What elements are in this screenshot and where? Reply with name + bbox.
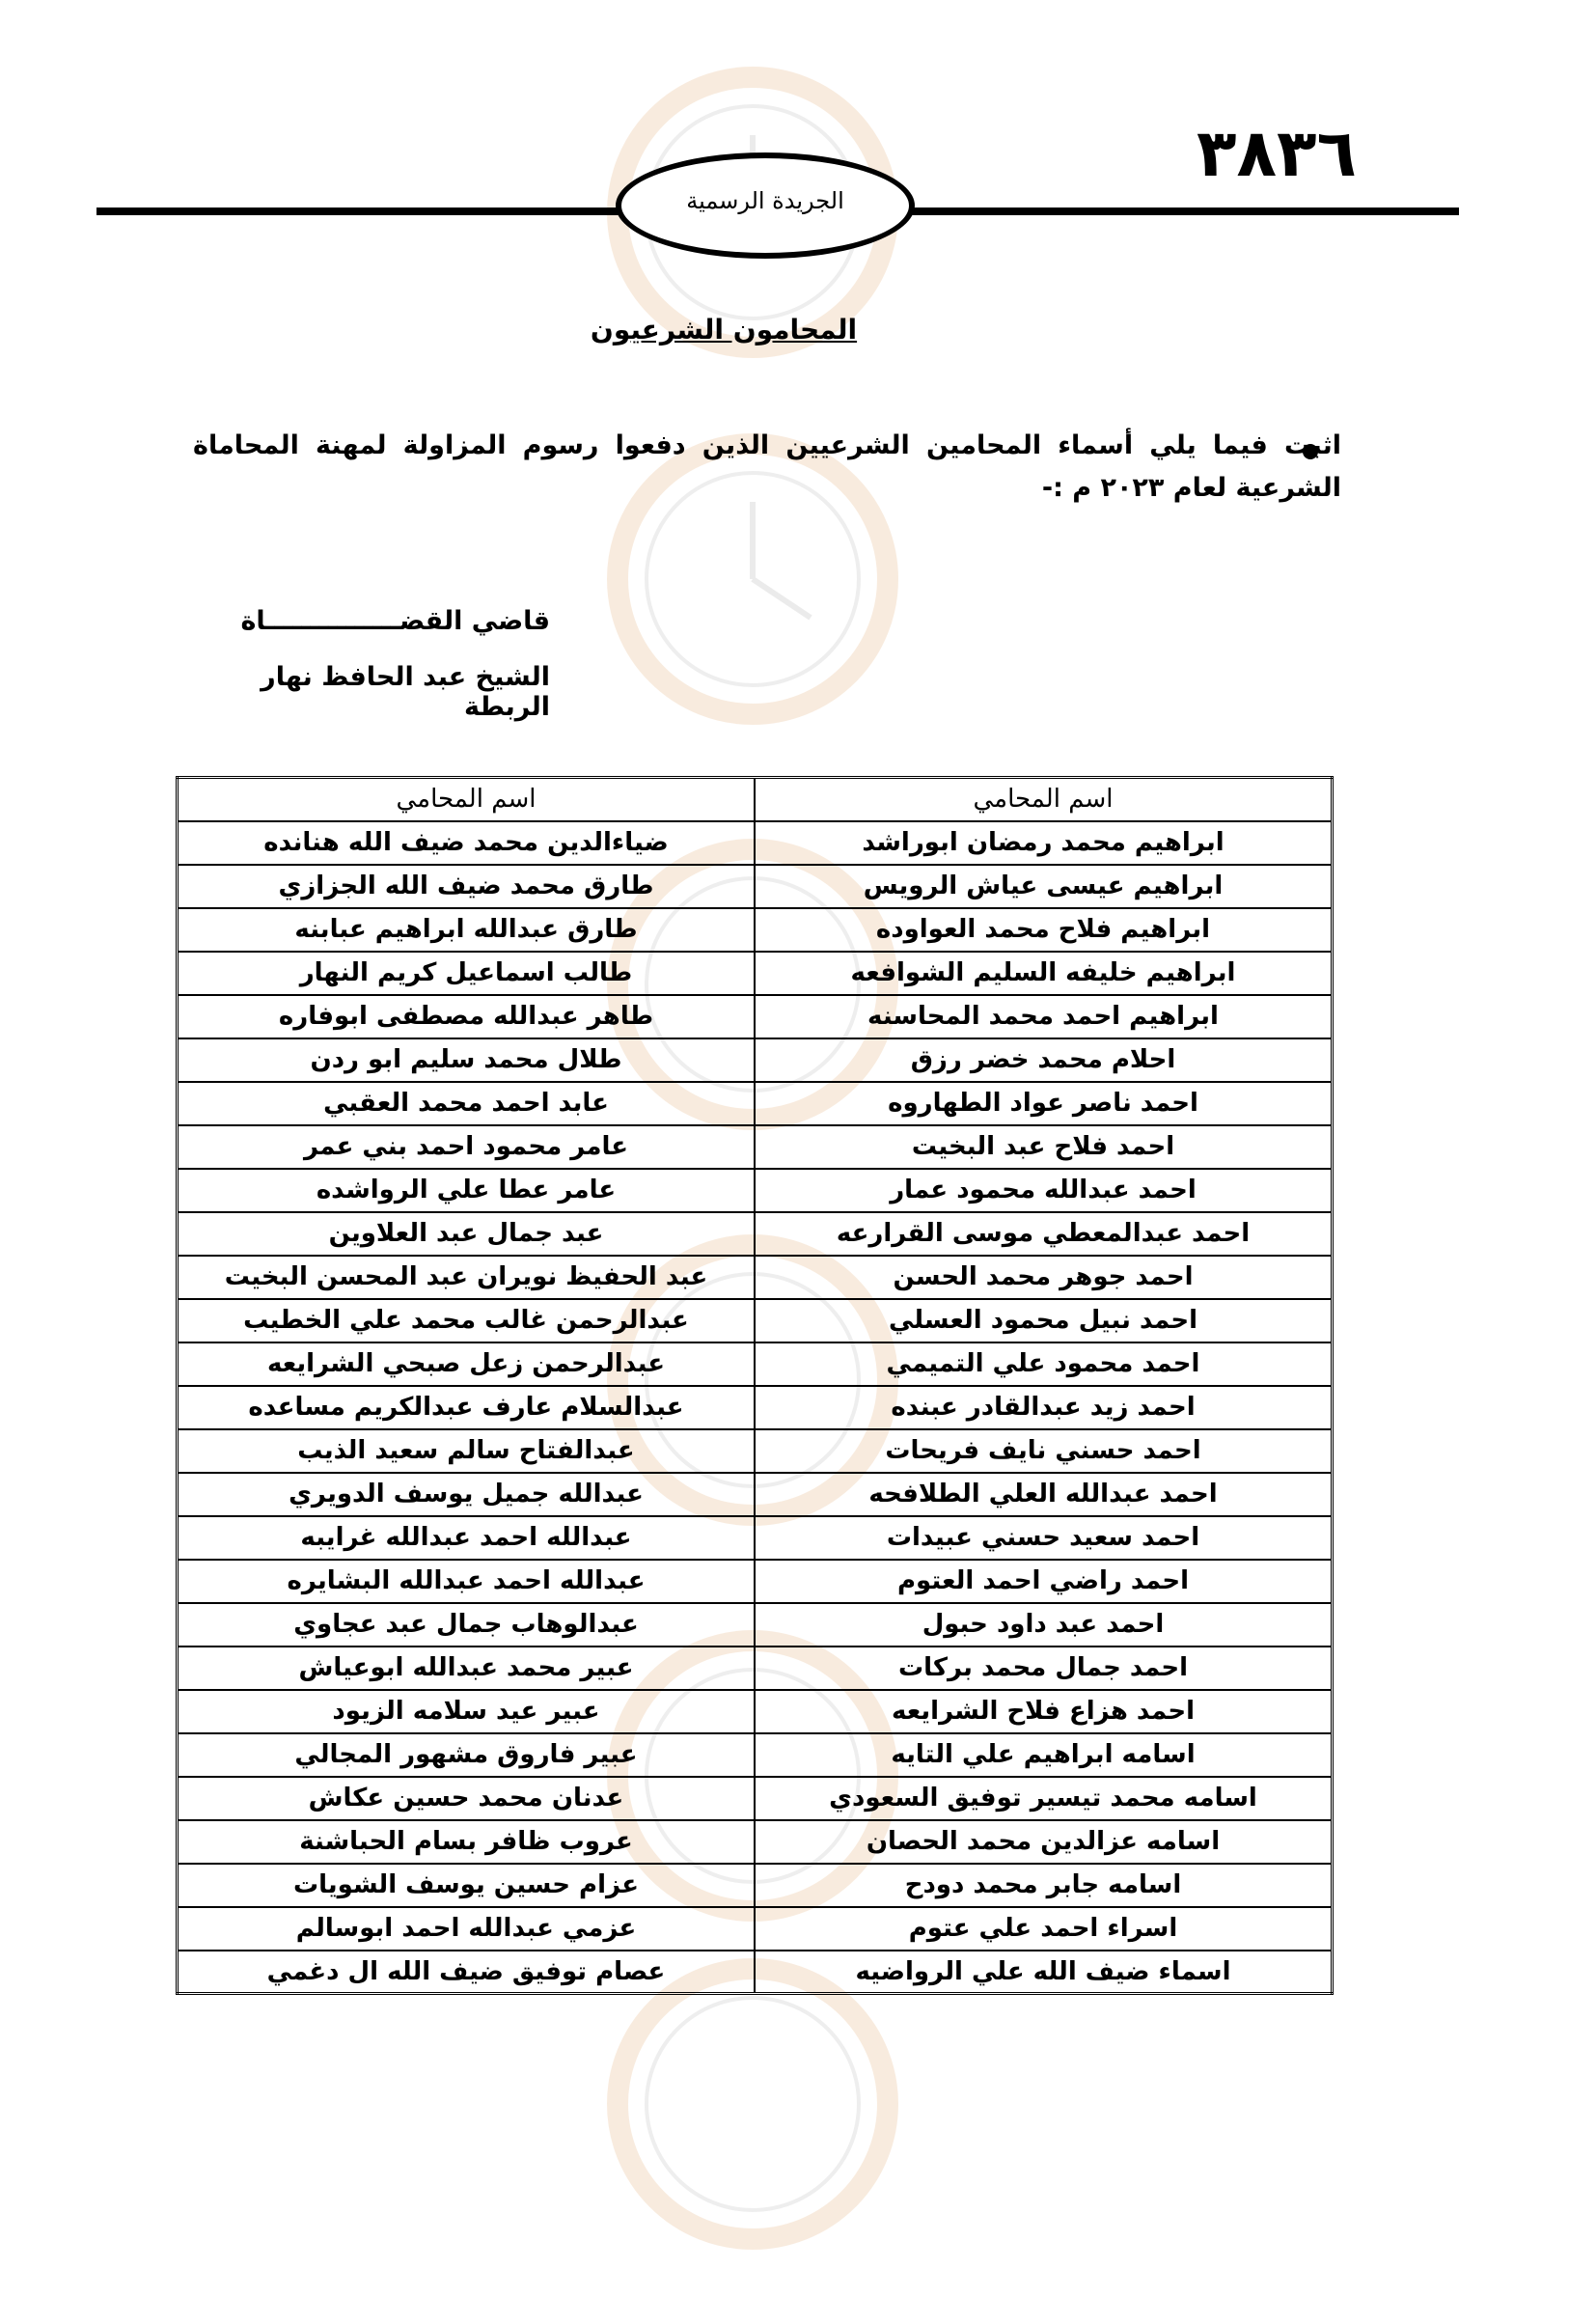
table-row [178, 1299, 1333, 1342]
lawyer-name-cell: عصام توفيق ضيف الله ال دغمي [178, 1951, 756, 1994]
table-row [178, 1864, 1333, 1907]
lawyer-name-cell: عابد احمد محمد العقبي [178, 1082, 756, 1125]
lawyer-name-cell: ضياءالدين محمد ضيف الله هنانده [178, 821, 756, 865]
lawyer-name-cell: احمد عبدالله العلي الطلافحه [755, 1473, 1333, 1516]
lawyer-name-cell: اسامه عزالدين محمد الحصان [755, 1820, 1333, 1864]
lawyer-name-cell: عامر عطا علي الرواشده [178, 1169, 756, 1212]
lawyer-name-cell: عامر محمود احمد بني عمر [178, 1125, 756, 1169]
table-row [178, 1951, 1333, 1994]
table-row [178, 1733, 1333, 1777]
table-row [178, 1647, 1333, 1690]
table-row [178, 1820, 1333, 1864]
table-row [178, 1125, 1333, 1169]
table-row [178, 1038, 1333, 1082]
table-row [178, 1256, 1333, 1299]
table-row [178, 1907, 1333, 1951]
lawyer-name-cell: عبدالوهاب جمال عبد عجاوي [178, 1603, 756, 1647]
lawyer-name-cell: احمد جوهر محمد الحسن [755, 1256, 1333, 1299]
lawyer-name-cell: احمد فلاح عبد البخيت [755, 1125, 1333, 1169]
table-row [178, 1082, 1333, 1125]
lawyer-name-cell: احمد عبدالله محمود عمار [755, 1169, 1333, 1212]
lawyer-name-cell: احمد جمال محمد بركات [755, 1647, 1333, 1690]
table-body [178, 821, 1333, 1994]
page-number: ٣٨٣٦ [1197, 116, 1358, 192]
column-header: اسم المحامي [755, 778, 1333, 821]
table-row [178, 1342, 1333, 1386]
table-row [178, 1429, 1333, 1473]
lawyer-name-cell: ابراهيم عيسى عياش الرويس [755, 865, 1333, 908]
table-row [178, 1690, 1333, 1733]
table-row [178, 1169, 1333, 1212]
lawyer-name-cell: اسامه ابراهيم علي التايه [755, 1733, 1333, 1777]
table-row [178, 908, 1333, 952]
lawyer-name-cell: عبدالرحمن زعل صبحي الشرايعه [178, 1342, 756, 1386]
lawyer-name-cell: عزمي عبدالله احمد ابوسالم [178, 1907, 756, 1951]
lawyer-name-cell: عبدالله جميل يوسف الدويري [178, 1473, 756, 1516]
table-row [178, 1386, 1333, 1429]
table-row [178, 865, 1333, 908]
table-row [178, 1560, 1333, 1603]
lawyer-name-cell: عبير فاروق مشهور المجالي [178, 1733, 756, 1777]
lawyer-name-cell: احمد زيد عبدالقادر عبنده [755, 1386, 1333, 1429]
lawyer-name-cell: احمد عبدالمعطي موسى القرارعه [755, 1212, 1333, 1256]
lawyer-name-cell: اسامه محمد تيسير توفيق السعودي [755, 1777, 1333, 1820]
lawyer-name-cell: عروب ظافر بسام الحباشنة [178, 1820, 756, 1864]
lawyer-name-cell: اسامه جابر محمد دودح [755, 1864, 1333, 1907]
column-header: اسم المحامي [178, 778, 756, 821]
lawyer-name-cell: عدنان محمد حسين عكاش [178, 1777, 756, 1820]
lawyer-name-cell: عبد الحفيظ نويران عبد المحسن البخيت [178, 1256, 756, 1299]
table-row [178, 952, 1333, 995]
lawyer-name-cell: ابراهيم خليفه السليم الشوافعه [755, 952, 1333, 995]
lawyer-name-cell: احلام محمد خضر رزق [755, 1038, 1333, 1082]
lawyer-name-cell: طالب اسماعيل كريم النهار [178, 952, 756, 995]
table-row [178, 1212, 1333, 1256]
lawyer-name-cell: احمد سعيد حسني عبيدات [755, 1516, 1333, 1560]
lawyer-name-cell: احمد حسني نايف فريحات [755, 1429, 1333, 1473]
lawyer-name-cell: عبد جمال عبد العلاوين [178, 1212, 756, 1256]
table-row [178, 1777, 1333, 1820]
table-row [178, 1603, 1333, 1647]
judge-name: الشيخ عبد الحافظ نهار الربطة [261, 662, 550, 722]
lawyer-name-cell: طاهر عبدالله مصطفى ابوفاره [178, 995, 756, 1038]
lawyers-table-wrapper [176, 776, 1334, 1995]
intro-paragraph: اثبت فيما يلي أسماء المحامين الشرعيين الذين دفعوا رسوم المزاولة لمهنة المحاماة الشرعية لعام ٢٠٢٣ م :- [193, 430, 1341, 503]
lawyer-name-cell: عبير محمد عبدالله ابوعياش [178, 1647, 756, 1690]
gazette-title: الجريدة الرسمية [686, 187, 844, 214]
lawyer-name-cell: احمد نبيل محمود العسلي [755, 1299, 1333, 1342]
table-row [178, 1473, 1333, 1516]
header-emblem [616, 152, 915, 259]
lawyer-name-cell: احمد راضي احمد العتوم [755, 1560, 1333, 1603]
lawyer-name-cell: اسراء احمد علي عتوم [755, 1907, 1333, 1951]
lawyer-name-cell: عبير عيد سلامه الزيود [178, 1690, 756, 1733]
lawyer-name-cell: اسماء ضيف الله علي الرواضيه [755, 1951, 1333, 1994]
lawyer-name-cell: ابراهيم احمد محمد المحاسنه [755, 995, 1333, 1038]
table-header-row [178, 778, 1333, 821]
judge-title: قاضي القضـــــــــــــــاة [240, 606, 550, 636]
lawyer-name-cell: احمد هزاع فلاح الشرايعه [755, 1690, 1333, 1733]
lawyer-name-cell: احمد عبد داود حبول [755, 1603, 1333, 1647]
lawyer-name-cell: عبدالله احمد عبدالله غرايبه [178, 1516, 756, 1560]
lawyer-name-cell: عبدالرحمن غالب محمد علي الخطيب [178, 1299, 756, 1342]
lawyer-name-cell: ابراهيم فلاح محمد العواوده [755, 908, 1333, 952]
lawyer-name-cell: طلال محمد سليم ابو ردن [178, 1038, 756, 1082]
table-row [178, 1516, 1333, 1560]
lawyer-name-cell: عزام حسين يوسف الشويات [178, 1864, 756, 1907]
lawyer-name-cell: طارق محمد ضيف الله الجزازي [178, 865, 756, 908]
lawyer-name-cell: عبدالسلام عارف عبدالكريم مساعده [178, 1386, 756, 1429]
watermark-logo [579, 1950, 926, 2297]
lawyer-name-cell: عبدالفتاح سالم سعيد الذيب [178, 1429, 756, 1473]
table-row [178, 995, 1333, 1038]
section-title: المحامون الشرعيون [590, 314, 858, 346]
lawyer-name-cell: عبدالله احمد عبدالله البشايره [178, 1560, 756, 1603]
lawyer-name-cell: ابراهيم محمد رمضان ابوراشد [755, 821, 1333, 865]
lawyer-name-cell: احمد ناصر عواد الطهاروه [755, 1082, 1333, 1125]
table-row [178, 821, 1333, 865]
lawyer-name-cell: طارق عبدالله ابراهيم عبابنه [178, 908, 756, 952]
lawyers-table [176, 776, 1334, 1995]
lawyer-name-cell: احمد محمود علي التميمي [755, 1342, 1333, 1386]
